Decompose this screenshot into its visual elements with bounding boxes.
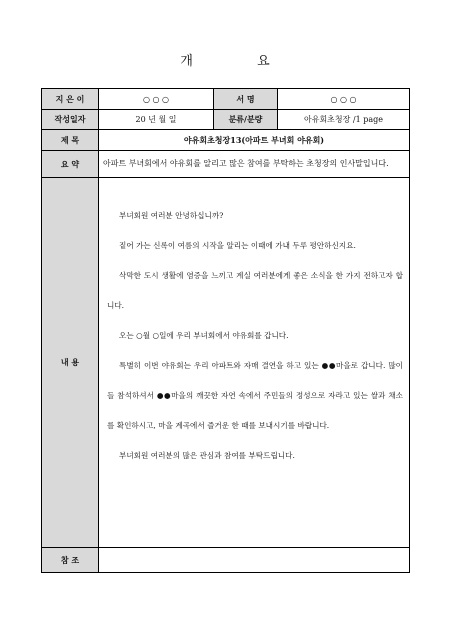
subject-value: 야유회초청장13(아파트 부녀회 야유회) bbox=[99, 130, 410, 151]
content-paragraph: 삭막한 도시 생활에 염증을 느끼고 계실 여러분에게 좋은 소식을 한 가지 전하고자 합니다. bbox=[107, 271, 403, 310]
overview-form bbox=[41, 88, 410, 573]
date-value: 20 년 월 일 bbox=[99, 110, 214, 130]
content-paragraph: 부녀회원 여러분 안녕하십니까? bbox=[119, 211, 224, 220]
content-row bbox=[42, 178, 410, 548]
date-label: 작성일자 bbox=[42, 110, 99, 130]
content-paragraph: 부녀회원 여러분의 많은 관심과 참여를 부탁드립니다. bbox=[119, 451, 295, 460]
reference-value bbox=[99, 548, 410, 573]
summary-row bbox=[42, 151, 410, 178]
date-row bbox=[42, 110, 410, 130]
page-title: 개 요 bbox=[180, 54, 300, 69]
reviewer-label: 서 명 bbox=[214, 89, 278, 110]
summary-value: 아파트 부녀회에서 야유회를 알리고 많은 참여를 부탁하는 초청장의 인사말입니다. bbox=[99, 151, 410, 178]
reviewer-value: ○ ○ ○ bbox=[278, 89, 410, 110]
subject-row bbox=[42, 130, 410, 151]
author-value: ○ ○ ○ bbox=[99, 89, 214, 110]
content-paragraph: 오는 ○월 ○일에 우리 부녀회에서 야유회를 갑니다. bbox=[119, 331, 289, 340]
author-row bbox=[42, 89, 410, 110]
category-label: 분류/분량 bbox=[214, 110, 278, 130]
category-value: 아유회초청장 /1 page bbox=[278, 110, 410, 130]
subject-label: 제 목 bbox=[42, 130, 99, 151]
reference-label: 참 조 bbox=[42, 548, 99, 573]
content-paragraph: 특별히 이번 야유회는 우리 아파트와 자매 결연을 하고 있는 ●●마을로 갑니다. 많이들 참석하셔서 ●●마을의 깨끗한 자연 속에서 주민들의 정성으로 자라고 있는 쌀과 채소를 확인하시고, 마을 계곡에서 즐거운 한 때를 보내시기를 바랍니다. bbox=[107, 361, 403, 430]
reference-row bbox=[42, 548, 410, 573]
summary-label: 요 약 bbox=[42, 151, 99, 178]
author-label: 지 은 이 bbox=[42, 89, 99, 110]
content-body bbox=[99, 178, 410, 548]
content-paragraph: 짙어 가는 신록이 여름의 시작을 알리는 이때에 가내 두루 평안하신지요. bbox=[119, 241, 356, 250]
content-label: 내 용 bbox=[42, 178, 99, 548]
